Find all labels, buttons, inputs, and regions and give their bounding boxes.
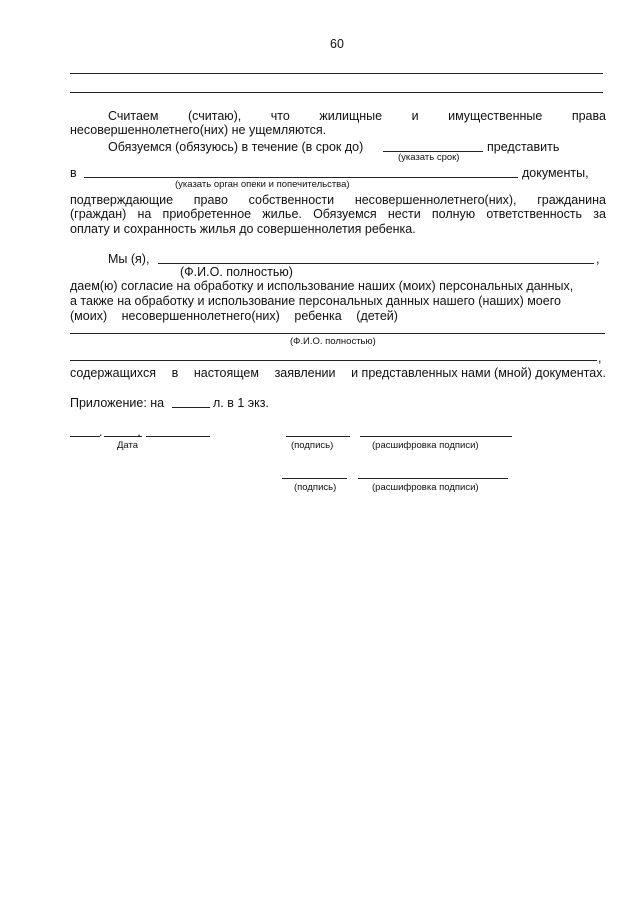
consent-line3 <box>70 308 398 324</box>
para2-word: несовершеннолетнего(них), <box>354 193 517 207</box>
consent-word: несовершеннолетнего(них) <box>121 309 280 323</box>
para1-word: что <box>270 109 290 123</box>
consent-word: (детей) <box>356 309 398 323</box>
consent-line4 <box>70 365 606 381</box>
para2-word: полную <box>431 207 476 221</box>
decode-label-1: (расшифровка подписи) <box>372 440 479 451</box>
consent-word: настоящем <box>193 366 259 380</box>
consent-line2: а также на обработку и использование персональных данных нашего (наших) моего <box>70 294 561 308</box>
consent-comma: , <box>596 252 600 266</box>
para2-word: подтверждающие <box>70 193 174 207</box>
child-fio-input-line-2[interactable] <box>70 360 597 361</box>
para2-word: гражданина <box>537 193 606 207</box>
para2-word: жилье. <box>262 207 302 221</box>
para2-present: представить <box>487 140 560 154</box>
consent-word: содержащихся <box>70 366 156 380</box>
para2-start: Обязуемся (обязуюсь) в течение (в срок до) <box>108 140 364 154</box>
signature-label-2: (подпись) <box>294 482 337 493</box>
decode-line-2[interactable] <box>358 478 508 479</box>
signature-line-2[interactable] <box>282 478 347 479</box>
para2-word: на <box>137 207 152 221</box>
signature-label-1: (подпись) <box>291 440 334 451</box>
consent-we: Мы (я), <box>108 252 150 266</box>
consent-word: и представленных нами (мной) документах. <box>351 366 606 380</box>
para1-word: жилищные <box>319 109 383 123</box>
child-fio-input-line[interactable] <box>70 333 605 334</box>
date-dots <box>99 424 141 440</box>
para2-word: нести <box>387 207 421 221</box>
para2-line5: оплату и сохранность жилья до совершеннолетия ребенка. <box>70 222 416 236</box>
organ-input-line[interactable] <box>84 177 518 178</box>
consent-word: в <box>171 366 179 380</box>
appendix-suffix: л. в 1 экз. <box>213 396 269 410</box>
consent-word: ребенка <box>294 309 342 323</box>
hint-term: (указать срок) <box>398 152 460 163</box>
fio-hint: (Ф.И.О. полностью) <box>180 265 293 279</box>
header-rule-bottom <box>70 92 603 93</box>
para1-word: и <box>411 109 419 123</box>
para2-documents: документы, <box>522 166 589 180</box>
decode-line-1[interactable] <box>360 436 512 437</box>
para2-word: Обязуемся <box>313 207 377 221</box>
para2-v: в <box>70 166 77 180</box>
date-separators: . . <box>99 425 141 439</box>
consent-word: заявлении <box>274 366 336 380</box>
consent-comma-2: , <box>598 351 602 365</box>
para2-word: (граждан) <box>70 207 127 221</box>
date-day-line[interactable] <box>70 436 100 437</box>
appendix-pages-input-line[interactable] <box>172 407 210 408</box>
header-rule-top <box>70 73 603 74</box>
para2-word: право <box>193 193 228 207</box>
para1-line2: несовершеннолетнего(них) не ущемляются. <box>70 123 327 137</box>
consent-line1: даем(ю) согласие на обработку и использование наших (моих) персональных данных, <box>70 279 574 293</box>
para1-word: права <box>571 109 606 123</box>
para1-word: имущественные <box>448 109 543 123</box>
page-number: 60 <box>330 37 344 51</box>
para2-word: приобретенное <box>162 207 252 221</box>
signature-line-1[interactable] <box>286 436 350 437</box>
hint-organ: (указать орган опеки и попечительства) <box>175 179 350 190</box>
para2-word: собственности <box>248 193 335 207</box>
para1-word: Считаем <box>108 109 159 123</box>
para2-line4 <box>70 206 606 222</box>
para2-word: ответственность <box>486 207 583 221</box>
para1-word: (считаю), <box>187 109 242 123</box>
para2-word: за <box>593 207 606 221</box>
date-label: Дата <box>117 440 139 451</box>
date-year-line[interactable] <box>146 436 210 437</box>
decode-label-2: (расшифровка подписи) <box>372 482 479 493</box>
consent-word: (моих) <box>70 309 108 323</box>
fio-hint-2: (Ф.И.О. полностью) <box>290 336 376 347</box>
appendix-prefix: Приложение: на <box>70 396 165 410</box>
